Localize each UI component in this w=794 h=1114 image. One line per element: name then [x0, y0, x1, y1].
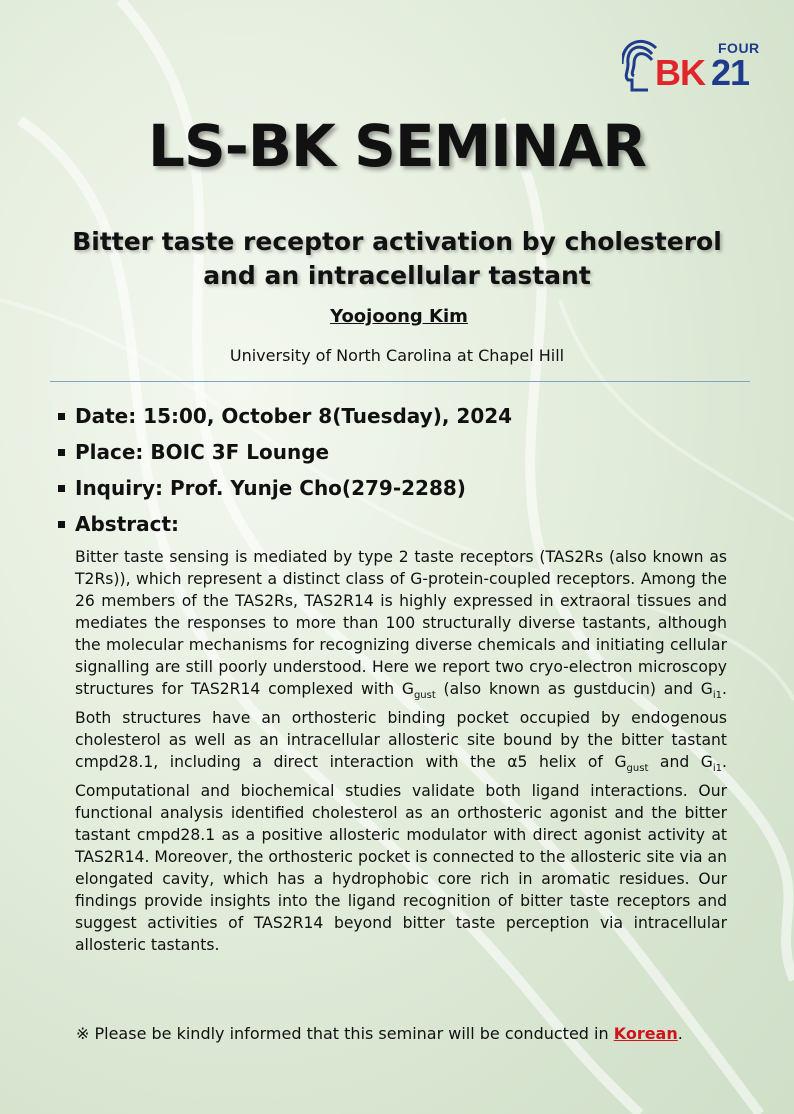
talk-title-line1: Bitter taste receptor activation by cholesterol [72, 227, 722, 256]
logo-four-text: FOUR [718, 40, 760, 56]
speaker-affiliation: University of North Carolina at Chapel Hill [229, 346, 565, 365]
seminar-title: LS-BK SEMINAR [148, 112, 646, 180]
speaker-name: Yoojoong Kim [330, 306, 468, 327]
talk-title [0, 225, 794, 293]
logo-bk-text: BK [655, 52, 705, 93]
detail-abstract-label: Abstract: [58, 506, 758, 542]
detail-place: Place: BOIC 3F Lounge [58, 434, 758, 470]
bullet-icon [58, 521, 65, 528]
detail-date: Date: 15:00, October 8(Tuesday), 2024 [58, 398, 758, 434]
seminar-details [58, 398, 758, 542]
detail-inquiry: Inquiry: Prof. Yunje Cho(279-2288) [58, 470, 758, 506]
logo-21-text: 21 [711, 52, 750, 93]
divider [50, 381, 750, 382]
talk-title-line2: and an intracellular tastant [203, 261, 591, 290]
bullet-icon [58, 449, 65, 456]
speaker [0, 306, 794, 327]
bk21-four-logo [622, 34, 760, 100]
bullet-icon [58, 485, 65, 492]
language-korean: Korean [613, 1024, 678, 1043]
language-notice: ※ Please be kindly informed that this seminar will be conducted in Korean. [76, 1024, 683, 1043]
abstract-text: Bitter taste sensing is mediated by type 2 taste receptors (TAS2Rs (also known as T2Rs)), which represent a distinct class of G-protein-coupled receptors. Among the 26 members of the TAS2Rs, TAS2R14 is highly expressed in extraoral tissues and mediates the responses to more than 100 structurally diverse tastants, although the molecular mechanisms for recognizing diverse chemicals and initiating cellular signalling are still poorly understood. Here we report two cryo-electron microscopy structures for TAS2R14 complexed with $G_{gust}$ (also known as gustducin) and $G_{i1}$. Both structures have an orthosteric binding pocket occupied by endogenous cholesterol as well as an intracellular allosteric site bound by the bitter tastant cmpd28.1, including a direct interaction with the α5 helix of $G_{gust}$ and $G_{i1}$. Computational and biochemical studies validate both ligand interactions. Our functional analysis identified cholesterol as an orthosteric agonist and the bitter tastant cmpd28.1 as a positive allosteric modulator with direct agonist activity at TAS2R14. Moreover, the orthosteric pocket is connected to the allosteric site via an elongated cavity, which has a hydrophobic core rich in aromatic residues. Our findings provide insights into the ligand recognition of bitter taste receptors and suggest activities of TAS2R14 beyond bitter taste perception via intracellular allosteric tastants. [75, 548, 728, 955]
bullet-icon [58, 413, 65, 420]
